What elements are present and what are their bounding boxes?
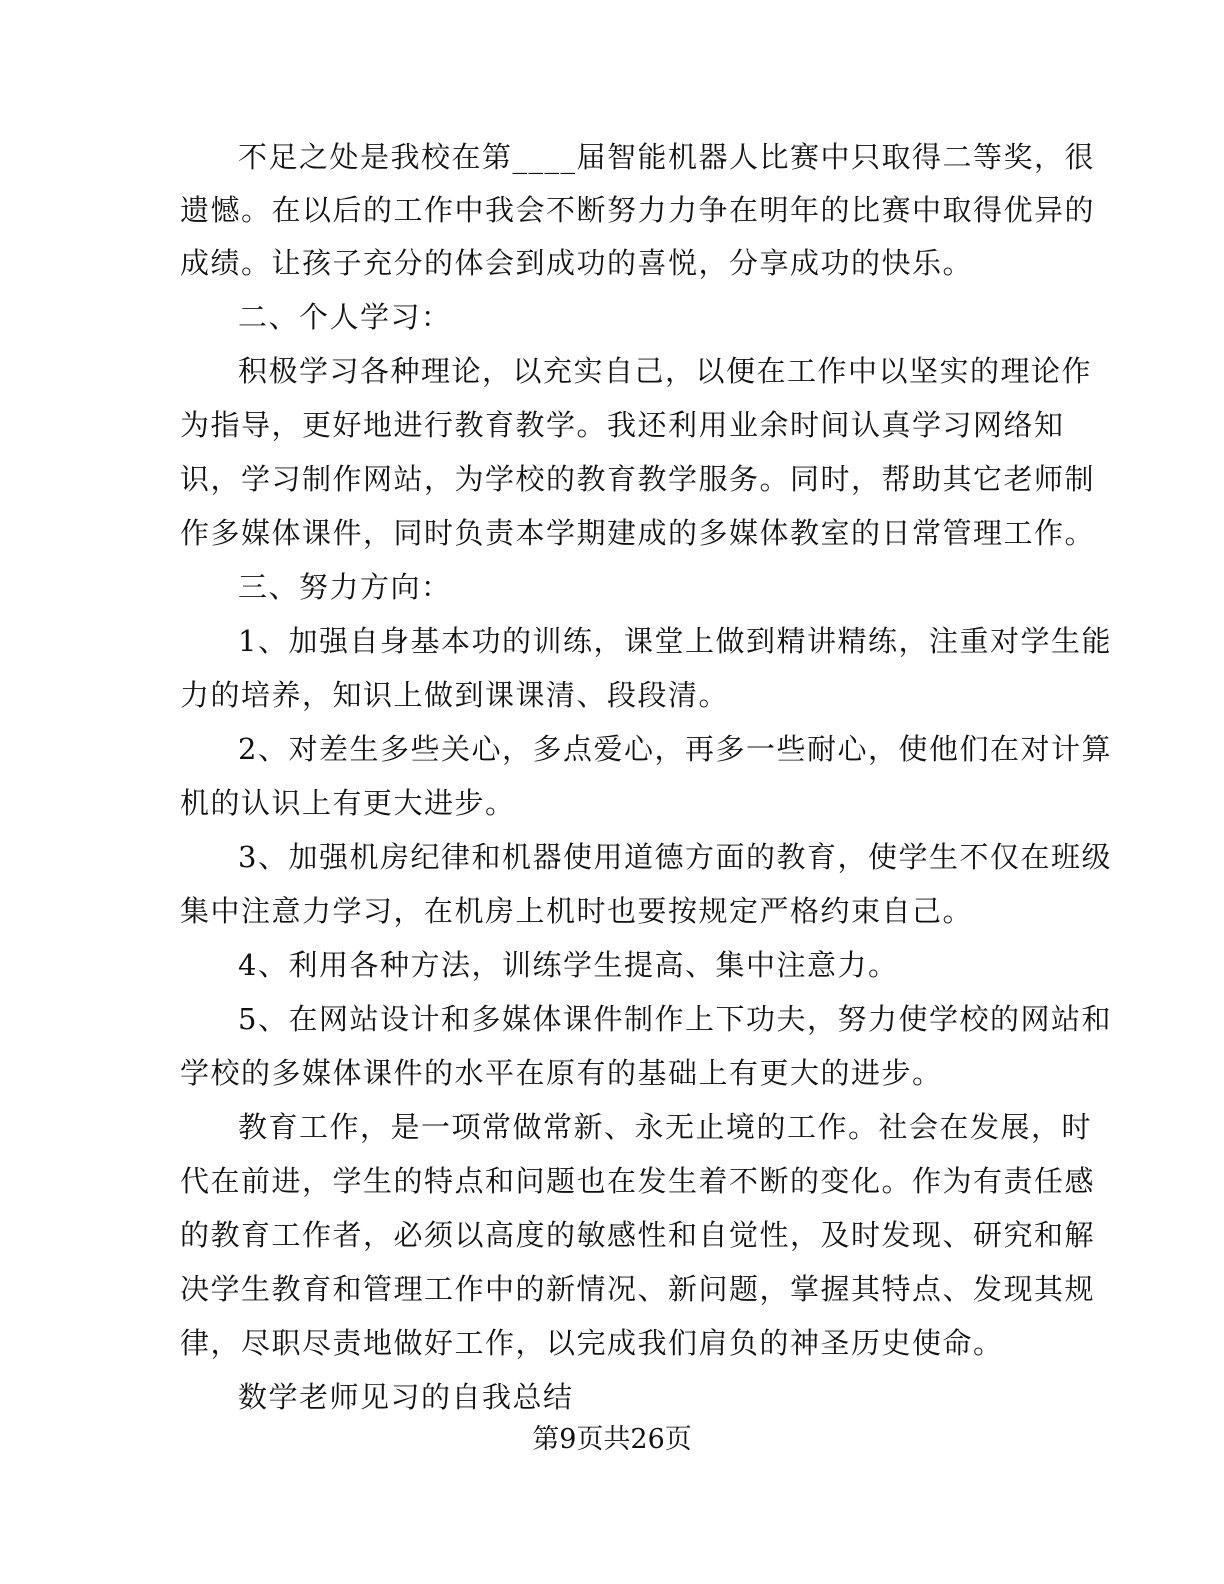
text-line: 作多媒体课件，同时负责本学期建成的多媒体教室的日常管理工作。 bbox=[180, 516, 1096, 550]
text-line: 教育工作，是一项常做常新、永无止境的工作。社会在发展，时 bbox=[238, 1110, 1093, 1144]
section-title: 数学老师见习的自我总结 bbox=[238, 1380, 574, 1414]
list-item-line: 1、加强自身基本功的训练，课堂上做到精讲精练，注重对学生能 bbox=[238, 624, 1112, 658]
text-line: 积极学习各种理论，以充实自己，以便在工作中以坚实的理论作 bbox=[238, 354, 1093, 388]
text-line: 决学生教育和管理工作中的新情况、新问题，掌握其特点、发现其规 bbox=[180, 1272, 1096, 1306]
text-line: 遗憾。在以后的工作中我会不断努力力争在明年的比赛中取得优异的 bbox=[180, 193, 1096, 227]
text-line: 的教育工作者，必须以高度的敏感性和自觉性，及时发现、研究和解 bbox=[180, 1218, 1096, 1252]
text-line: 集中注意力学习，在机房上机时也要按规定严格约束自己。 bbox=[180, 894, 974, 928]
text-line: 学校的多媒体课件的水平在原有的基础上有更大的进步。 bbox=[180, 1056, 943, 1090]
section-heading: 二、个人学习： bbox=[238, 300, 452, 334]
text-line: 机的认识上有更大进步。 bbox=[180, 786, 516, 820]
text-line: 律，尽职尽责地做好工作，以完成我们肩负的神圣历史使命。 bbox=[180, 1326, 1004, 1360]
text-line: 识，学习制作网站，为学校的教育教学服务。同时，帮助其它老师制 bbox=[180, 462, 1096, 496]
list-item-line: 5、在网站设计和多媒体课件制作上下功夫，努力使学校的网站和 bbox=[238, 1002, 1112, 1036]
page-number: 第9页共26页 bbox=[532, 1424, 692, 1455]
section-heading: 三、努力方向： bbox=[238, 570, 452, 604]
text-line: 不足之处是我校在第____届智能机器人比赛中只取得二等奖，很 bbox=[238, 140, 1096, 174]
text-line: 成绩。让孩子充分的体会到成功的喜悦，分享成功的快乐。 bbox=[180, 246, 974, 280]
text-line: 力的培养，知识上做到课课清、段段清。 bbox=[180, 678, 730, 712]
text-line: 代在前进，学生的特点和问题也在发生着不断的变化。作为有责任感 bbox=[180, 1164, 1096, 1198]
text-line: 为指导，更好地进行教育教学。我还利用业余时间认真学习网络知 bbox=[180, 408, 1065, 442]
list-item-line: 4、利用各种方法，训练学生提高、集中注意力。 bbox=[238, 948, 899, 982]
list-item-line: 2、对差生多些关心，多点爱心，再多一些耐心，使他们在对计算 bbox=[238, 732, 1112, 766]
list-item-line: 3、加强机房纪律和机器使用道德方面的教育，使学生不仅在班级 bbox=[238, 840, 1112, 874]
